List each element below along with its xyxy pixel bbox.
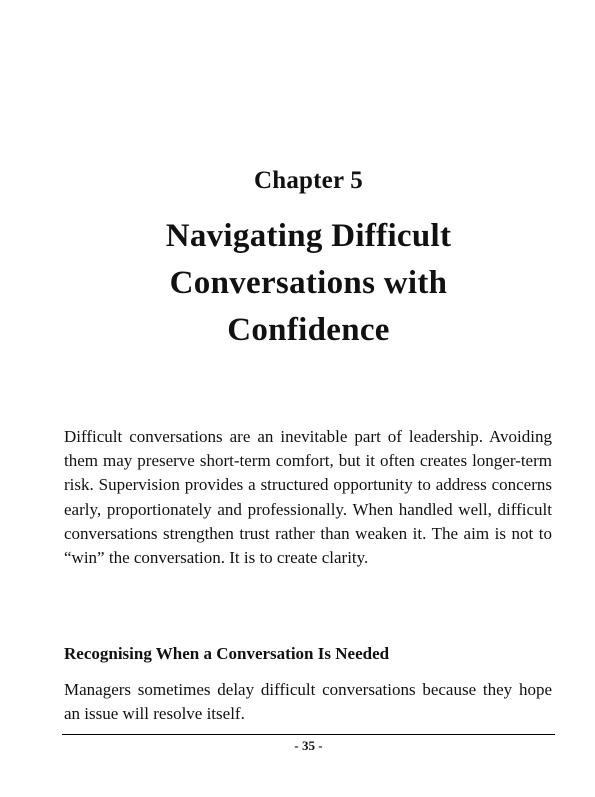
chapter-number: Chapter 5 bbox=[254, 167, 363, 194]
chapter-title-line: Conversations with bbox=[169, 265, 448, 301]
section-heading: Recognising When a Conversation Is Needed bbox=[64, 644, 390, 663]
chapter-title bbox=[0, 213, 595, 354]
page-number: - 35 - bbox=[294, 738, 323, 753]
footer-divider bbox=[62, 734, 555, 735]
chapter-title-line: Navigating Difficult bbox=[165, 218, 452, 254]
chapter-title-line: Confidence bbox=[227, 312, 390, 348]
intro-paragraph: Difficult conversations are an inevitable part of leadership. Avoiding them may preserve short-term comfort, but it often creates longer-term risk. Supervision provides a structured opportunity to address concerns early, proportionately and professionally. When handled well, difficult conversations strengthen trust rather than weaken it. The aim is not to “win” the conversation. It is to create clarity. bbox=[64, 427, 552, 568]
section-paragraph: Managers sometimes delay difficult conversations because they hope an issue will resolve itself. bbox=[64, 680, 552, 724]
